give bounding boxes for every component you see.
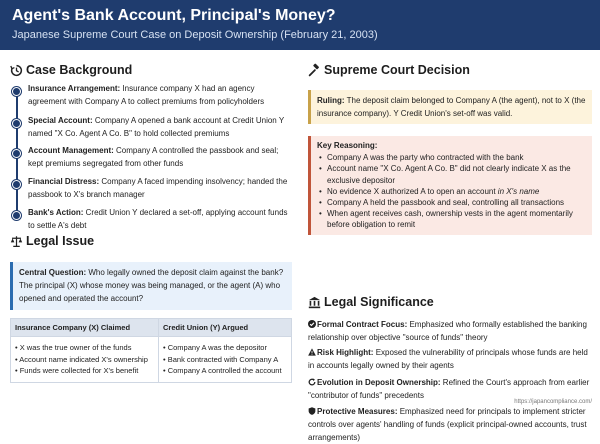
warning-icon — [308, 348, 316, 356]
list-item: • No evidence X authorized A to open an account in X's name — [317, 186, 586, 197]
significance-heading — [308, 294, 434, 310]
timeline-item: Account Management: Company A controlled the passbook and seal; kept premiums segregated from other funds — [28, 146, 279, 168]
timeline-dot — [12, 119, 21, 128]
scales-icon — [10, 235, 23, 248]
timeline-dot — [12, 149, 21, 158]
header-banner — [0, 0, 600, 50]
list-item: • Account name "X Co. Agent A Co. B" did not clearly indicate X as the exclusive depositor — [317, 163, 586, 185]
timeline-item: Bank's Action: Credit Union Y declared a set-off, applying account funds to settle A's debt — [28, 208, 288, 230]
page-subtitle: Japanese Supreme Court Case on Deposit Ownership (February 21, 2003) — [12, 29, 378, 41]
decision-title: Supreme Court Decision — [324, 63, 470, 77]
case-background-title: Case Background — [26, 63, 133, 77]
list-item: • Company A held the passbook and seal, controlling all transactions — [317, 197, 586, 208]
history-icon — [10, 64, 23, 77]
timeline-dot — [12, 180, 21, 189]
timeline-item: Financial Distress: Company A faced impending insolvency; handed the passbook to X's branch manager — [28, 177, 288, 199]
table-cell-y-arguments: • Company A was the depositor • Bank contracted with Company A • Company A controlled the account — [159, 337, 292, 383]
timeline-dot — [12, 211, 21, 220]
table-cell-x-claims: • X was the true owner of the funds • Account name indicated X's ownership • Funds were collected for X's benefit — [11, 337, 159, 383]
timeline-dot — [12, 87, 21, 96]
timeline-item: Insurance Arrangement: Insurance company X had an agency agreement with Company A to collect premiums from policyholders — [28, 84, 265, 106]
footer-url[interactable]: https://japancompliance.com/ — [514, 399, 592, 405]
timeline-item: Special Account: Company A opened a bank account at Credit Union Y named "X Co. Agent A Co. B" to hold collected premiums — [28, 116, 285, 138]
table-header-row — [11, 319, 292, 337]
list-item: • When agent receives cash, ownership vests in the agent momentarily before obligation to remit — [317, 208, 586, 230]
table-header: Insurance Company (X) Claimed — [11, 319, 159, 337]
table-row — [11, 337, 292, 383]
legal-issue-heading — [10, 233, 94, 249]
significance-item: Protective Measures: Emphasized need for principals to implement stricter controls over agents' handling of funds (explicit principal-owned accounts, trust arrangements) — [308, 407, 587, 442]
institution-icon — [308, 296, 321, 309]
page-title: Agent's Bank Account, Principal's Money? — [12, 7, 336, 24]
table-header: Credit Union (Y) Argued — [159, 319, 292, 337]
significance-item: Risk Highlight: Exposed the vulnerability of principals whose funds are held in accounts legally owned by their agents — [308, 348, 588, 370]
check-circle-icon — [308, 320, 316, 328]
claims-table — [10, 318, 292, 383]
list-item: • Company A was the party who contracted with the bank — [317, 152, 586, 163]
shield-icon — [308, 407, 316, 415]
gavel-icon — [308, 64, 321, 77]
key-reasoning-heading: Key Reasoning: — [317, 141, 378, 150]
reasoning-list — [317, 152, 586, 230]
legal-issue-title: Legal Issue — [26, 234, 95, 248]
decision-heading — [308, 62, 470, 78]
significance-title: Legal Significance — [324, 295, 434, 309]
key-reasoning-box — [308, 136, 592, 235]
significance-item: Evolution in Deposit Ownership: Refined the Court's approach from earlier "contributor of funds" precedents — [308, 378, 590, 400]
significance-item: Formal Contract Focus: Emphasized who formally established the banking relationship over objective "source of funds" theory — [308, 320, 587, 342]
refresh-icon — [308, 378, 316, 386]
central-question-box: Central Question: Who legally owned the deposit claim against the bank? The principal (X) whose money was being managed, or the agent (A) who opened and operated the account? — [10, 262, 292, 310]
case-background-heading — [10, 62, 132, 78]
ruling-box: Ruling: The deposit claim belonged to Company A (the agent), not to X (the insurance company). Y Credit Union's set-off was valid. — [308, 90, 592, 124]
